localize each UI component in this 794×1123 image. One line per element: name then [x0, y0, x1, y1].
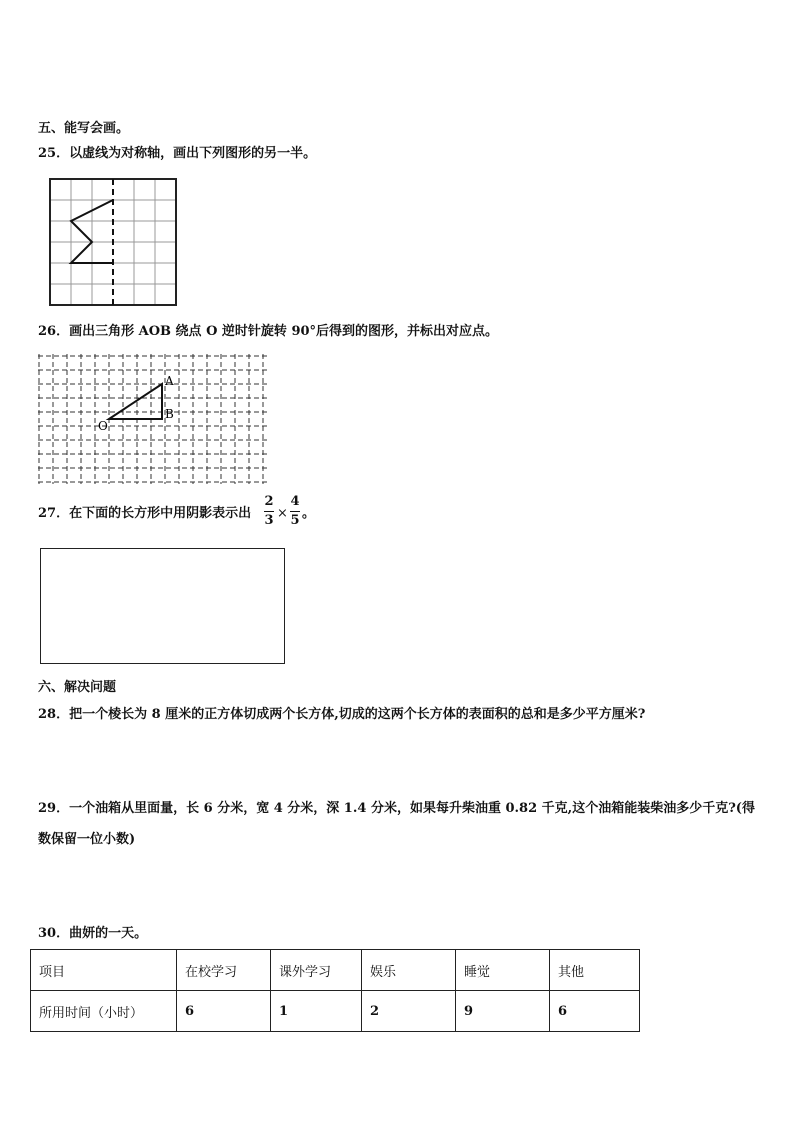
q29-text-line2: 数保留一位小数) — [38, 832, 136, 847]
table-cell: 9 — [456, 991, 550, 1032]
q27-suffix: 。 — [302, 506, 316, 521]
q27-times-sign: × — [277, 506, 288, 521]
q26-triangle-aob — [109, 384, 162, 419]
q26-text: 26．画出三角形 AOB 绕点 O 逆时针旋转 90°后得到的图形，并标出对应点。 — [38, 324, 499, 339]
q27-frac2-denominator: 5 — [290, 513, 300, 528]
q27-frac2-numerator: 4 — [290, 494, 300, 509]
table-header-cell: 课外学习 — [271, 950, 362, 991]
q30-table — [30, 949, 640, 1032]
table-cell: 所用时间（小时） — [31, 991, 177, 1032]
q27-rectangle — [40, 548, 285, 664]
table-header-cell: 睡觉 — [456, 950, 550, 991]
table-cell: 6 — [177, 991, 271, 1032]
table-row — [31, 991, 640, 1032]
table-header-cell: 在校学习 — [177, 950, 271, 991]
q28-text: 28．把一个棱长为 8 厘米的正方体切成两个长方体,切成的这两个长方体的表面积的总和是多少平方厘米? — [38, 707, 646, 722]
table-cell: 1 — [271, 991, 362, 1032]
q26-label-a: A — [165, 374, 174, 388]
q27-prefix: 27．在下面的长方形中用阴影表示出 — [38, 506, 252, 521]
q26-grid-figure — [38, 354, 270, 484]
table-cell: 2 — [362, 991, 456, 1032]
table-cell: 6 — [550, 991, 640, 1032]
q26-label-b: B — [165, 407, 174, 421]
section-5-title: 五、能写会画。 — [38, 121, 130, 136]
q29-text-line1: 29．一个油箱从里面量，长 6 分米，宽 4 分米，深 1.4 分米，如果每升柴油重 0.82 千克,这个油箱能装柴油多少千克?(得 — [38, 801, 755, 816]
q27-frac2-bar — [290, 511, 300, 512]
table-header-cell: 其他 — [550, 950, 640, 991]
q27-frac1-denominator: 3 — [264, 513, 274, 528]
q25-grid-figure — [48, 177, 180, 309]
table-header-cell: 娱乐 — [362, 950, 456, 991]
table-header-cell: 项目 — [31, 950, 177, 991]
section-6-title: 六、解决问题 — [38, 680, 117, 695]
q25-text: 25．以虚线为对称轴，画出下列图形的另一半。 — [38, 146, 317, 161]
q26-label-o: O — [98, 419, 108, 433]
q27-frac1-numerator: 2 — [264, 494, 274, 509]
q30-text: 30．曲妍的一天。 — [38, 926, 148, 941]
q27-frac1-bar — [264, 511, 274, 512]
table-header-row — [31, 950, 640, 991]
